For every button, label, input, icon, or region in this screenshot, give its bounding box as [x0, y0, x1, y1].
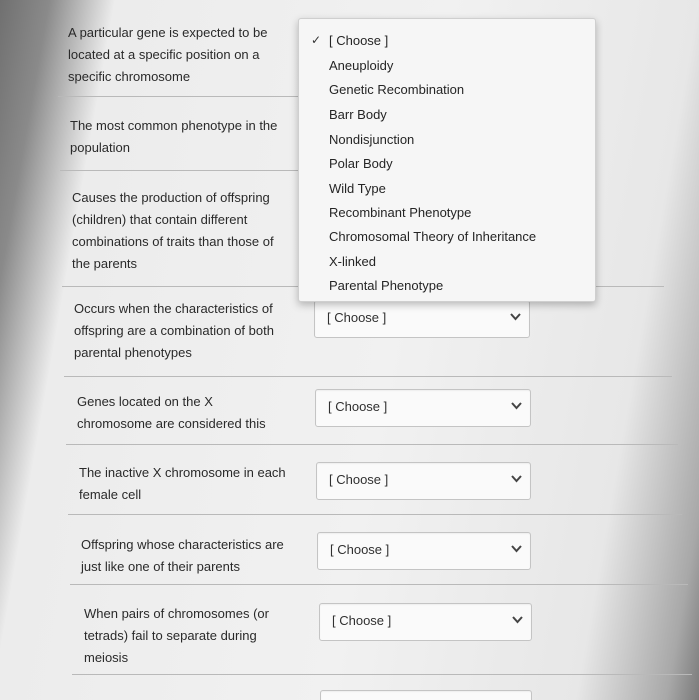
question-line: (children) that contain different: [72, 212, 248, 227]
dropdown-option-choose[interactable]: [ Choose ]: [329, 33, 389, 48]
dropdown-option-nondisjunction[interactable]: Nondisjunction: [329, 132, 415, 147]
question-separator: [68, 514, 682, 515]
dropdown-option-barr-body[interactable]: Barr Body: [329, 107, 387, 122]
question-line: combinations of traits than those of: [72, 234, 274, 249]
dropdown-option-x-linked[interactable]: X-linked: [329, 254, 376, 269]
question-1-text: [68, 22, 267, 88]
answer-select-7[interactable]: [317, 532, 531, 570]
question-3-text: [72, 187, 302, 275]
question-line: parental phenotypes: [74, 345, 192, 360]
chevron-down-icon: [511, 545, 522, 553]
question-8-text: [84, 603, 269, 669]
question-6-text: [79, 462, 286, 506]
question-separator: [66, 444, 678, 445]
question-line: offspring are a combination of both: [74, 323, 274, 338]
dropdown-option-wild-type[interactable]: Wild Type: [329, 181, 386, 196]
dropdown-option-genetic-recombination[interactable]: Genetic Recombination: [329, 82, 465, 97]
question-separator: [64, 376, 672, 377]
answer-dropdown-list[interactable]: [298, 18, 596, 302]
question-line: chromosome are considered this: [77, 416, 266, 431]
question-line: The inactive X chromosome in each: [79, 465, 286, 480]
select-value: [ Choose ]: [329, 472, 389, 487]
chevron-down-icon: [512, 616, 523, 624]
question-line: located at a specific position on a: [68, 47, 260, 62]
question-4-text: [74, 298, 274, 364]
select-value: [ Choose ]: [330, 542, 390, 557]
question-2-text: [70, 115, 296, 159]
dropdown-option-polar-body[interactable]: Polar Body: [329, 156, 393, 171]
chevron-down-icon: [511, 402, 522, 410]
question-line: specific chromosome: [68, 69, 191, 84]
question-line: just like one of their parents: [81, 559, 240, 574]
question-line: meiosis: [84, 650, 129, 665]
select-value: [ Choose ]: [332, 613, 392, 628]
dropdown-option-recombinant-phenotype[interactable]: Recombinant Phenotype: [329, 205, 472, 220]
answer-select-5[interactable]: [315, 389, 531, 427]
dropdown-option-chromosomal-theory[interactable]: Chromosomal Theory of Inheritance: [329, 229, 537, 244]
question-line: Offspring whose characteristics are: [81, 537, 284, 552]
question-separator: [72, 674, 692, 675]
question-line: Causes the production of offspring: [72, 190, 270, 205]
answer-select-4[interactable]: [314, 300, 530, 338]
select-value: [ Choose ]: [328, 399, 388, 414]
question-line: Occurs when the characteristics of: [74, 301, 273, 316]
select-value: [ Choose ]: [327, 310, 387, 325]
question-line: The most common phenotype in the: [70, 118, 278, 133]
check-icon: ✓: [311, 33, 322, 47]
question-line: female cell: [79, 487, 142, 502]
question-separator: [58, 96, 308, 97]
answer-select-6[interactable]: [316, 462, 531, 500]
answer-select-9[interactable]: [320, 690, 532, 700]
chevron-down-icon: [511, 475, 522, 483]
question-line: tetrads) fail to separate during: [84, 628, 257, 643]
question-line: A particular gene is expected to be: [68, 25, 268, 40]
chevron-down-icon: [510, 313, 521, 321]
question-5-text: [77, 391, 266, 435]
question-line: the parents: [72, 256, 138, 271]
question-line: population: [70, 140, 130, 155]
question-line: When pairs of chromosomes (or: [84, 606, 269, 621]
answer-select-8[interactable]: [319, 603, 532, 641]
question-separator: [70, 584, 688, 585]
question-7-text: [81, 534, 284, 578]
dropdown-option-parental-phenotype[interactable]: Parental Phenotype: [329, 278, 444, 293]
dropdown-option-aneuploidy[interactable]: Aneuploidy: [329, 58, 394, 73]
question-separator: [60, 170, 305, 171]
question-line: Genes located on the X: [77, 394, 213, 409]
